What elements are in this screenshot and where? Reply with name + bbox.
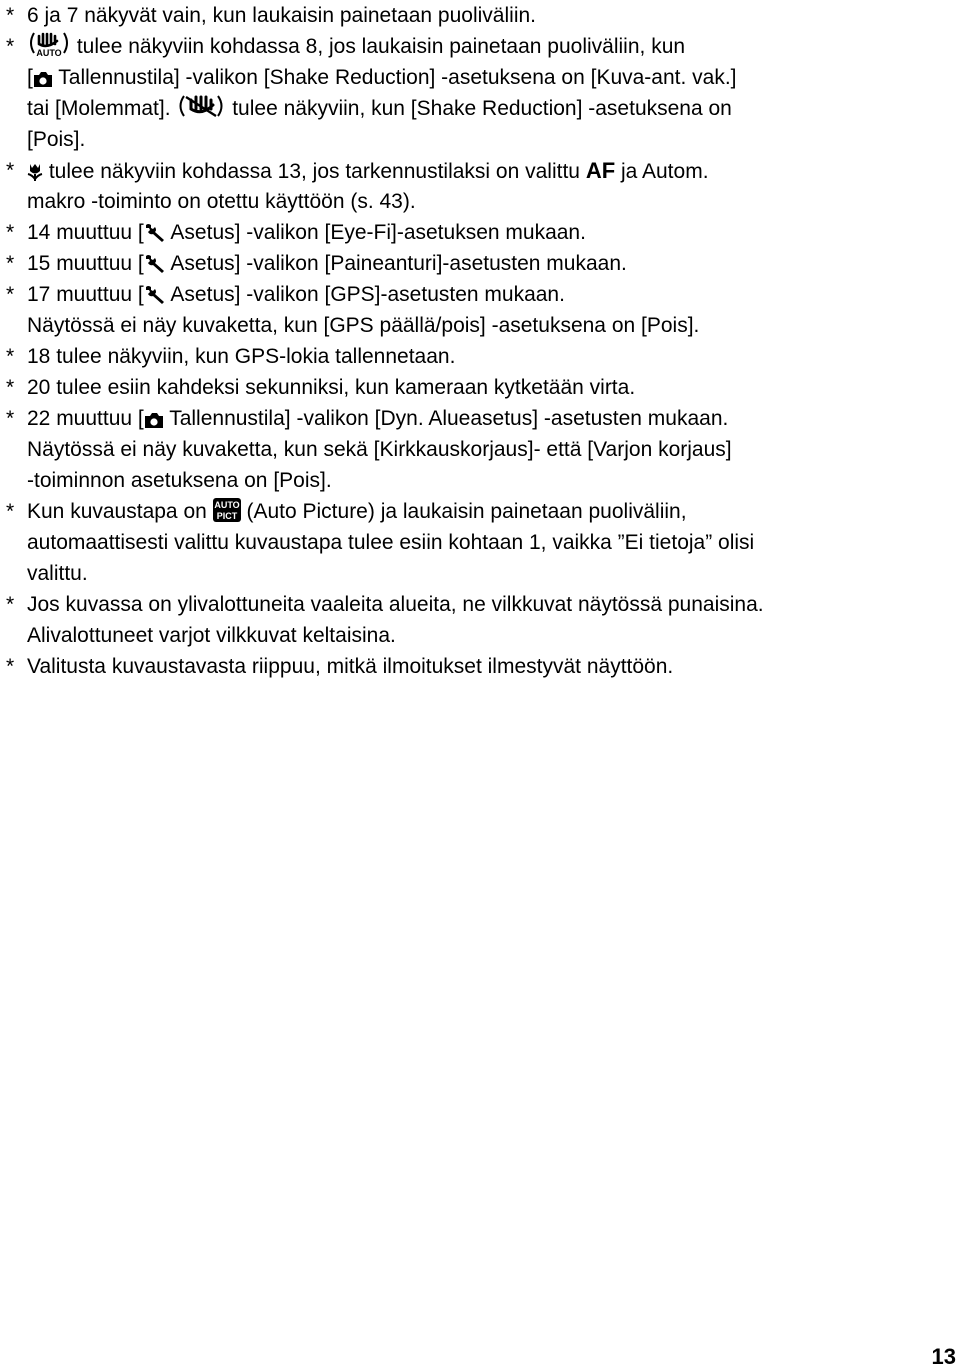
svg-text:PICT: PICT — [216, 511, 237, 521]
list-item — [6, 651, 956, 682]
text-line: 15 muuttuu [ Asetus] -valikon [Paineanturi]-asetusten mukaan. — [27, 248, 956, 279]
note-text — [27, 403, 956, 496]
note-text — [27, 217, 956, 248]
list-item — [6, 279, 956, 341]
text-line: Kun kuvaustapa on AUTO PICT (Auto Picture) ja laukaisin painetaan puoliväliin, — [27, 496, 956, 527]
text-line: 22 muuttuu [ Tallennustila] -valikon [Dyn. Alueasetus] -asetusten mukaan. — [27, 403, 956, 434]
text-line: AUTO tulee näkyviin kohdassa 8, jos laukaisin painetaan puoliväliin, kun — [27, 31, 956, 62]
bullet-marker: * — [6, 593, 15, 616]
note-text — [27, 341, 956, 372]
text-line: automaattisesti valittu kuvaustapa tulee esiin kohtaan 1, vaikka ”Ei tietoja” olisi — [27, 531, 755, 554]
text-line: tai [Molemmat]. tulee näkyviin, kun [Shake Reduction] -asetuksena on — [27, 93, 956, 124]
bullet-marker: * — [6, 500, 15, 523]
text-line: Näytössä ei näy kuvaketta, kun [GPS päällä/pois] -asetuksena on [Pois]. — [27, 314, 700, 337]
bullet-marker: * — [6, 252, 15, 275]
bullet-marker: * — [6, 159, 15, 182]
list-item — [6, 217, 956, 248]
bullet-marker: * — [6, 345, 15, 368]
list-item — [6, 248, 956, 279]
note-text — [27, 31, 956, 155]
text-line: 20 tulee esiin kahdeksi sekunniksi, kun kameraan kytketään virta. — [27, 376, 636, 399]
af-mode-icon: AF — [585, 158, 616, 183]
list-item — [6, 31, 956, 155]
bullet-marker: * — [6, 4, 15, 27]
bullet-marker: * — [6, 35, 15, 58]
bullet-marker: * — [6, 655, 15, 678]
text-line: 6 ja 7 näkyvät vain, kun laukaisin painetaan puoliväliin. — [27, 4, 536, 27]
bullet-marker: * — [6, 407, 15, 430]
note-text — [27, 248, 956, 279]
text-line: 17 muuttuu [ Asetus] -valikon [GPS]-asetusten mukaan. — [27, 279, 956, 310]
shake-reduction-off-icon — [176, 93, 226, 128]
list-item — [6, 341, 956, 372]
page-number: 13 — [931, 1344, 956, 1369]
text-line: 14 muuttuu [ Asetus] -valikon [Eye-Fi]-asetuksen mukaan. — [27, 217, 956, 248]
text-line: Valitusta kuvaustavasta riippuu, mitkä ilmoitukset ilmestyvät näyttöön. — [27, 655, 674, 678]
notes-list — [6, 0, 956, 682]
bullet-marker: * — [6, 376, 15, 399]
text-line: tulee näkyviin kohdassa 13, jos tarkennustilaksi on valittu AF ja Autom. — [27, 155, 956, 186]
note-text — [27, 279, 956, 341]
svg-text:AUTO: AUTO — [213, 500, 240, 510]
text-line: Jos kuvassa on ylivalottuneita vaaleita alueita, ne vilkkuvat näytössä punaisina. — [27, 593, 764, 616]
text-line: makro -toiminto on otettu käyttöön (s. 43). — [27, 190, 416, 213]
note-text — [27, 0, 956, 31]
note-text — [27, 372, 956, 403]
list-item — [6, 155, 956, 217]
note-text — [27, 155, 956, 217]
text-line: Alivalottuneet varjot vilkkuvat keltaisina. — [27, 624, 396, 647]
list-item — [6, 372, 956, 403]
bullet-marker: * — [6, 283, 15, 306]
text-line: valittu. — [27, 562, 88, 585]
text-line: [ Tallennustila] -valikon [Shake Reduction] -asetuksena on [Kuva-ant. vak.] — [27, 62, 956, 93]
text-line: Näytössä ei näy kuvaketta, kun sekä [Kirkkauskorjaus]- että [Varjon korjaus] — [27, 438, 732, 461]
list-item — [6, 403, 956, 496]
text-line: [Pois]. — [27, 128, 86, 151]
svg-text:AUTO: AUTO — [36, 48, 62, 57]
note-text — [27, 496, 956, 589]
list-item — [6, 496, 956, 589]
note-text — [27, 589, 956, 651]
shake-reduction-auto-icon — [27, 31, 71, 66]
text-line: -toiminnon asetuksena on [Pois]. — [27, 469, 332, 492]
list-item — [6, 0, 956, 31]
bullet-marker: * — [6, 221, 15, 244]
text-line: 18 tulee näkyviin, kun GPS-lokia tallennetaan. — [27, 345, 456, 368]
list-item — [6, 589, 956, 651]
note-text — [27, 651, 956, 682]
